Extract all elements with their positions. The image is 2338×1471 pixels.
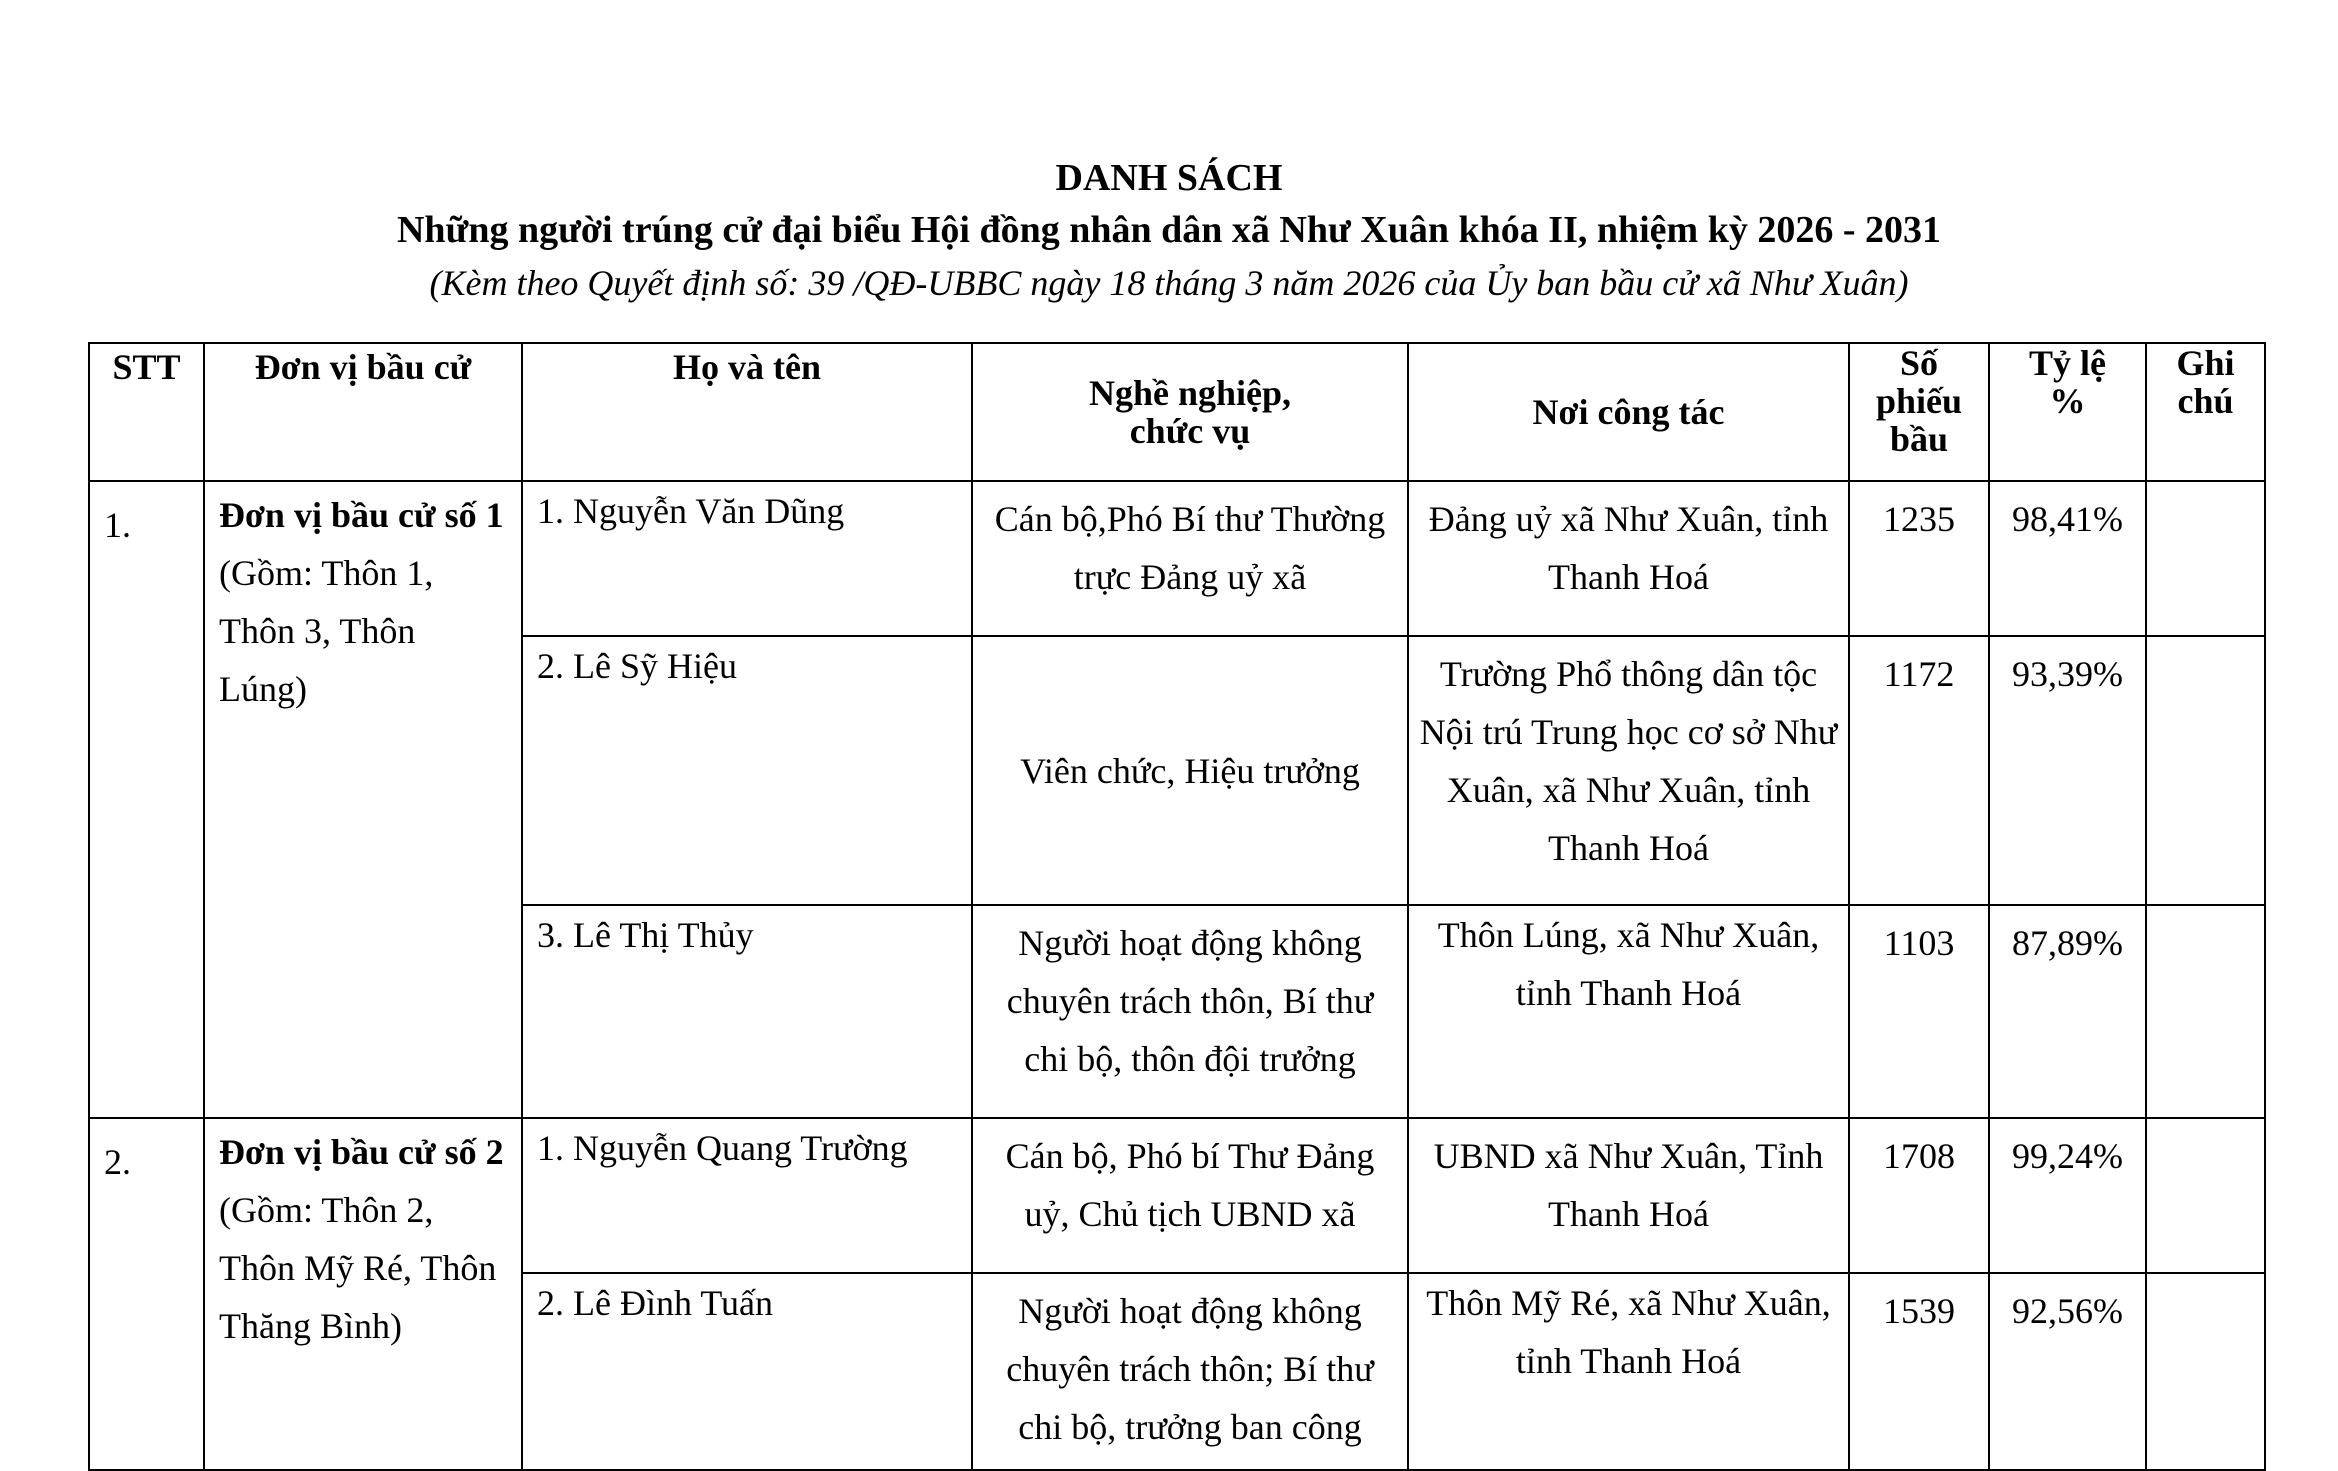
col-header-job: Nghề nghiệp, chức vụ: [972, 343, 1408, 481]
col-header-votes: Số phiếu bầu: [1849, 343, 1989, 481]
table-row: [89, 1118, 2265, 1273]
col-header-unit: Đơn vị bầu cử: [204, 343, 522, 481]
member-rate: 98,41%: [1989, 481, 2146, 636]
member-rate: 92,56%: [1989, 1273, 2146, 1470]
member-rate: 87,89%: [1989, 905, 2146, 1118]
member-job: Người hoạt động không chuyên trách thôn; Bí thư chi bộ, trưởng ban công: [972, 1273, 1408, 1470]
member-name: 1. Nguyễn Quang Trường: [522, 1118, 972, 1273]
col-header-workplace: Nơi công tác: [1408, 343, 1849, 481]
member-job: Cán bộ,Phó Bí thư Thường trực Đảng uỷ xã: [972, 481, 1408, 636]
table-row: [89, 481, 2265, 636]
unit-stt: 1.: [89, 481, 204, 1118]
unit-stt: 2.: [89, 1118, 204, 1470]
col-header-note: Ghi chú: [2146, 343, 2265, 481]
member-note: [2146, 481, 2265, 636]
member-workplace: Thôn Mỹ Ré, xã Như Xuân, tỉnh Thanh Hoá: [1408, 1273, 1849, 1470]
member-votes: 1708: [1849, 1118, 1989, 1273]
decision-reference: (Kèm theo Quyết định số: 39 /QĐ-UBBC ngày 18 tháng 3 năm 2026 của Ủy ban bầu cử xã Như Xuân): [429, 263, 1909, 303]
member-workplace: Đảng uỷ xã Như Xuân, tỉnh Thanh Hoá: [1408, 481, 1849, 636]
member-votes: 1539: [1849, 1273, 1989, 1470]
member-name: 2. Lê Sỹ Hiệu: [522, 636, 972, 905]
elected-delegates-table: [88, 342, 2266, 1471]
table-header-row: [89, 343, 2265, 481]
member-note: [2146, 905, 2265, 1118]
member-rate: 99,24%: [1989, 1118, 2146, 1273]
document-title: DANH SÁCH: [1055, 157, 1283, 199]
member-workplace: UBND xã Như Xuân, Tỉnh Thanh Hoá: [1408, 1118, 1849, 1273]
member-votes: 1103: [1849, 905, 1989, 1118]
member-workplace: Thôn Lúng, xã Như Xuân, tỉnh Thanh Hoá: [1408, 905, 1849, 1118]
col-header-rate: Tỷ lệ %: [1989, 343, 2146, 481]
unit-label: Đơn vị bầu cử số 1 (Gồm: Thôn 1, Thôn 3, Thôn Lúng): [204, 481, 522, 1118]
member-name: 2. Lê Đình Tuấn: [522, 1273, 972, 1470]
member-note: [2146, 1273, 2265, 1470]
member-job: Viên chức, Hiệu trưởng: [972, 636, 1408, 905]
member-job: Cán bộ, Phó bí Thư Đảng uỷ, Chủ tịch UBND xã: [972, 1118, 1408, 1273]
col-header-name: Họ và tên: [522, 343, 972, 481]
member-name: 3. Lê Thị Thủy: [522, 905, 972, 1118]
member-name: 1. Nguyễn Văn Dũng: [522, 481, 972, 636]
member-rate: 93,39%: [1989, 636, 2146, 905]
member-note: [2146, 636, 2265, 905]
member-votes: 1172: [1849, 636, 1989, 905]
member-workplace: Trường Phổ thông dân tộc Nội trú Trung học cơ sở Như Xuân, xã Như Xuân, tỉnh Thanh Hoá: [1408, 636, 1849, 905]
member-job: Người hoạt động không chuyên trách thôn, Bí thư chi bộ, thôn đội trưởng: [972, 905, 1408, 1118]
unit-label: Đơn vị bầu cử số 2 (Gồm: Thôn 2, Thôn Mỹ Ré, Thôn Thăng Bình): [204, 1118, 522, 1470]
member-note: [2146, 1118, 2265, 1273]
member-votes: 1235: [1849, 481, 1989, 636]
document-subtitle: Những người trúng cử đại biểu Hội đồng nhân dân xã Như Xuân khóa II, nhiệm kỳ 2026 - 2031: [396, 209, 1941, 251]
col-header-stt: STT: [89, 343, 204, 481]
